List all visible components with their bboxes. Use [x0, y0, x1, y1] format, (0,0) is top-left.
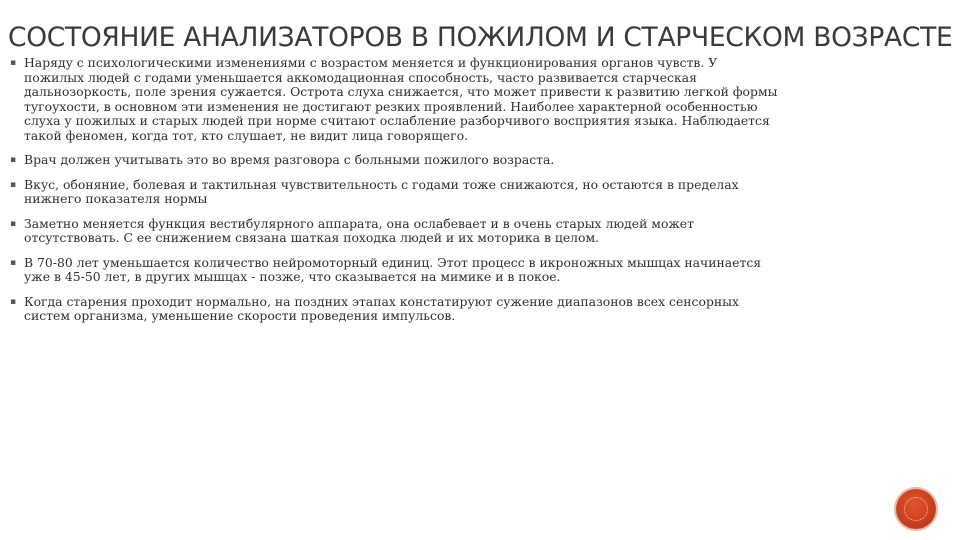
- bullet-marker-icon: ▪: [10, 179, 17, 190]
- bullet-item: [10, 178, 780, 207]
- bullet-text: Вкус, обоняние, болевая и тактильная чувствительность с годами тоже снижаются, но остаются в пределах нижнего показателя нормы: [24, 176, 739, 206]
- bullet-marker-icon: ▪: [10, 257, 17, 268]
- bullet-marker-icon: ▪: [10, 296, 17, 307]
- bullet-marker-icon: ▪: [10, 58, 17, 68]
- bullet-item: [10, 153, 780, 168]
- bullet-marker-icon: ▪: [10, 155, 17, 165]
- bullet-marker-icon: ▪: [10, 218, 17, 229]
- bullet-text: Врач должен учитывать это во время разговора с больными пожилого возраста.: [24, 152, 555, 167]
- bullet-item: [10, 56, 780, 143]
- bullet-text: Заметно меняется функция вестибулярного аппарата, она ослабевает и в очень старых людей может отсутствовать. С ее снижением связана шаткая походка людей и их моторика в целом.: [24, 215, 694, 245]
- bullet-item: [10, 295, 780, 324]
- bullet-text: Когда старения проходит нормально, на поздних этапах констатируют сужение диапазонов всех сенсорных систем организма, уменьшение скорости проведения импульсов.: [24, 293, 739, 323]
- bullet-item: [10, 217, 780, 246]
- slide-title: СОСТОЯНИЕ АНАЛИЗАТОРОВ В ПОЖИЛОМ И СТАРЧЕСКОМ ВОЗРАСТЕ: [8, 22, 953, 53]
- bullet-text: Наряду с психологическими изменениями с возрастом меняется и функционирования органов чувств. У пожилых людей с годами уменьшается аккомодационная способность, часто развивается старческая дальнозоркость, поле зрения сужается. Острота слуха снижается, что может привести к развитию легкой формы тугоухости, в основном эти изменения не достигают резких проявлений. Наиболее характерной особенностью слуха у пожилых и старых людей при норме считают ослабление разборчивого восприятия языка. Наблюдается такой феномен, когда тот, кто слушает, не видит лица говорящего.: [24, 55, 778, 143]
- bullet-list: [10, 56, 780, 334]
- bullet-item: [10, 256, 780, 285]
- dotted-ring-icon: [904, 497, 928, 521]
- bullet-text: В 70-80 лет уменьшается количество нейромоторный единиц. Этот процесс в икроножных мышцах начинается уже в 45-50 лет, в других мышцах - позже, что сказывается на мимике и в покое.: [24, 254, 762, 284]
